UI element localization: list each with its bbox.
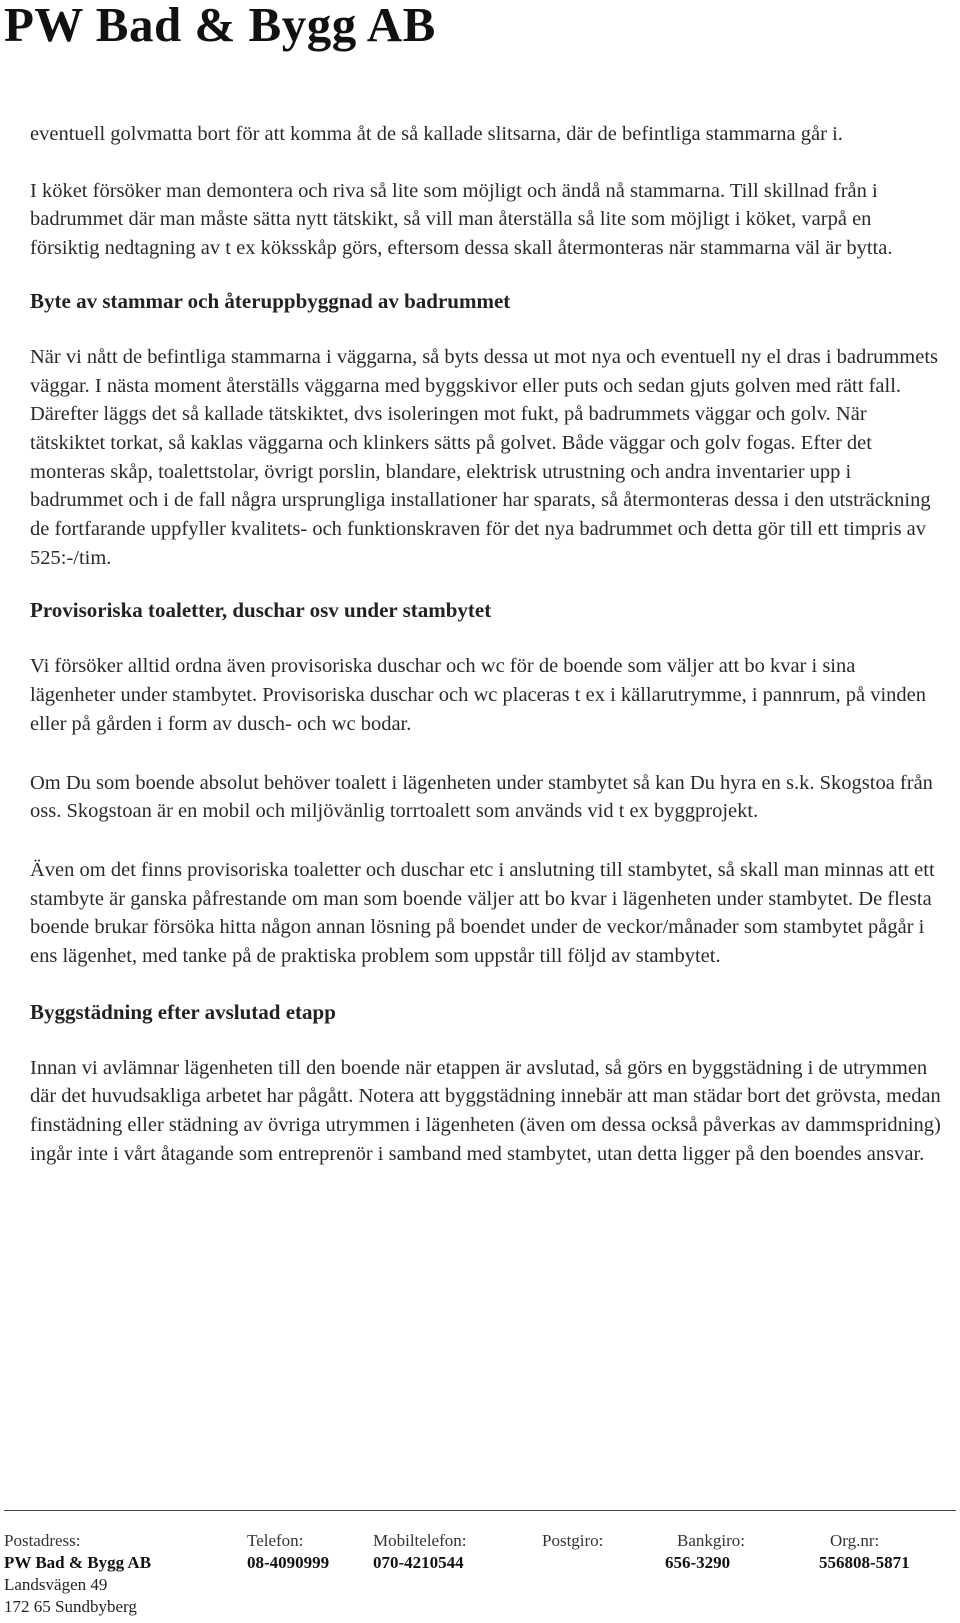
paragraph-temporary-showers: Vi försöker alltid ordna även provisoriska duschar och wc för de boende som väljer att bo kvar i sina lägenheter under stambytet. Provisoriska duschar och wc placeras t ex i källarutrymme, i pannrum, på vinden eller på gården i form av dusch- och wc bodar. bbox=[30, 655, 927, 735]
mobil-label: Mobiltelefon: bbox=[373, 1531, 467, 1550]
postadress-name: PW Bad & Bygg AB bbox=[4, 1553, 152, 1572]
paragraph-kitchen: I köket försöker man demontera och riva så lite som möjligt och ändå nå stammarna. Till skillnad från i badrummet där man måste sätta nytt tätskikt, så vill man återställa så lite som möjligt i köket, varpå en försiktig nedtagning av t ex köksskåp görs, eftersom dessa skall återmonteras när stammarna väl är bytta. bbox=[30, 179, 893, 260]
paragraph-cleaning: Innan vi avlämnar lägenheten till den boende när etappen är avslutad, så görs en byggstädning i de utrymmen där det huvudsakliga arbetet har pågått. Notera att byggstädning innebär att man städar bort det grövsta, medan finstädning eller städning av övriga utrymmen i lägenheten (även om dessa också påverkas av dammspridning) ingår inte i vårt åtagande som entreprenör i samband med stambytet, utan detta ligger på den boendes ansvar. bbox=[30, 1056, 941, 1165]
heading-cleaning: Byggstädning efter avslutad etapp bbox=[30, 999, 336, 1024]
company-name: PW Bad & Bygg AB bbox=[4, 0, 436, 52]
footer-orgnr bbox=[819, 1530, 910, 1574]
postadress-street: Landsvägen 49 bbox=[4, 1575, 108, 1594]
postadress-label: Postadress: bbox=[4, 1531, 81, 1550]
orgnr-value: 556808-5871 bbox=[819, 1553, 910, 1572]
paragraph-skogstoa: Om Du som boende absolut behöver toalett i lägenheten under stambytet så kan Du hyra en s.k. Skogstoa från oss. Skogstoan är en mobil och miljövänlig torrtoalett som används vid t ex byggprojekt. bbox=[30, 771, 933, 823]
orgnr-label: Org.nr: bbox=[830, 1531, 880, 1550]
paragraph-living-during: Även om det finns provisoriska toaletter och duschar etc i anslutning till stambytet, så skall man minnas att ett stambyte är ganska påfrestande om man som boende väljer att bo kvar i lägenheten under stambytet. De flesta boende brukar försöka hitta någon annan lösning på boendet under de veckor/månader som stambytet pågår i ens lägenhet, med tanke på de praktiska problem som uppstår till följd av stambytet. bbox=[30, 858, 935, 968]
heading-pipe-replacement: Byte av stammar och återuppbyggnad av badrummet bbox=[30, 288, 511, 313]
mobil-value: 070-4210544 bbox=[373, 1553, 464, 1572]
footer-postgiro bbox=[542, 1530, 603, 1552]
footer-mobil bbox=[373, 1530, 466, 1574]
telefon-label: Telefon: bbox=[247, 1531, 304, 1550]
document-body bbox=[30, 120, 942, 1169]
footer-telefon bbox=[247, 1530, 329, 1574]
telefon-value: 08-4090999 bbox=[247, 1553, 330, 1572]
footer-divider bbox=[4, 1510, 956, 1511]
paragraph-rebuild: När vi nått de befintliga stammarna i väggarna, så byts dessa ut mot nya och eventuell ny el dras i badrummets väggar. I nästa moment återställs väggarna med byggskivor eller puts och sedan gjuts golven med rätt fall. Därefter läggs det så kallade tätskiktet, dvs isoleringen mot fukt, på badrummets väggar och golv. När tätskiktet torkat, så kaklas väggarna och klinkers sätts på golvet. Både väggar och golv fogas. Efter det monteras skåp, toalettstolar, övrigt porslin, blandare, elektrisk utrustning och andra inventarier upp i badrummet och i de fall några ursprungliga installationer har sparats, så återmonteras dessa i den utsträckning de fortfarande uppfyller kvalitets- och funktionskraven för det nya badrummet och detta gör till ett timpris av 525:-/tim. bbox=[30, 345, 939, 569]
heading-temporary-facilities: Provisoriska toaletter, duschar osv under stambytet bbox=[30, 598, 492, 623]
bankgiro-label: Bankgiro: bbox=[677, 1531, 745, 1550]
footer-bankgiro bbox=[665, 1530, 745, 1574]
postgiro-label: Postgiro: bbox=[542, 1531, 604, 1550]
postadress-city: 172 65 Sundbyberg bbox=[4, 1597, 137, 1616]
footer-postadress bbox=[4, 1530, 151, 1618]
paragraph-intro: eventuell golvmatta bort för att komma åt de så kallade slitsarna, där de befintliga stammarna går i. bbox=[30, 123, 843, 145]
bankgiro-value: 656-3290 bbox=[665, 1553, 731, 1572]
